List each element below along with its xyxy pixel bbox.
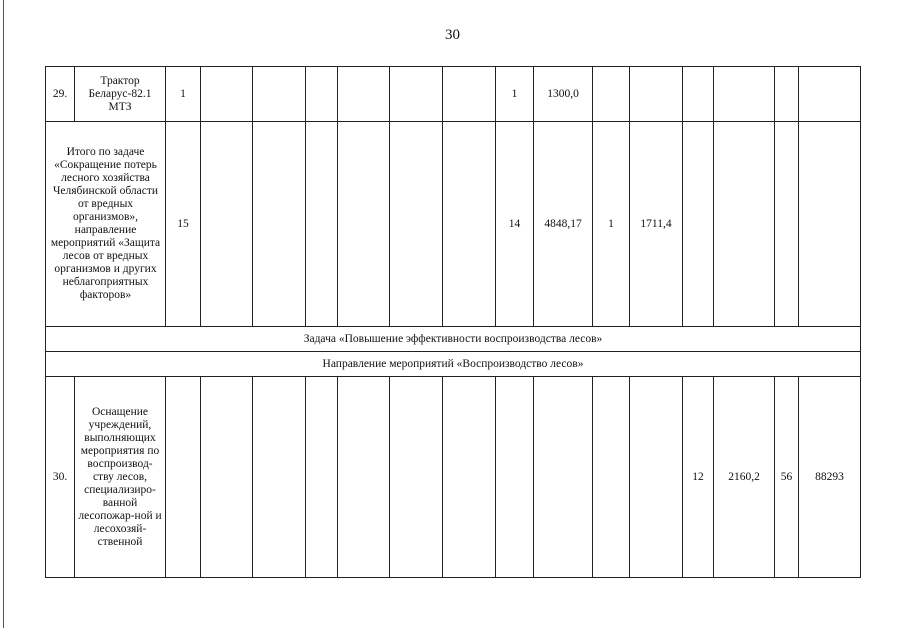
value-cell [166,377,201,578]
value-cell: 12 [683,377,714,578]
value-cell [714,122,775,327]
value-cell [630,67,683,122]
value-cell [390,67,443,122]
value-cell [443,122,496,327]
value-cell [775,122,799,327]
value-cell [775,67,799,122]
value-cell [593,377,630,578]
value-cell: 1 [166,67,201,122]
value-cell: 1 [593,122,630,327]
value-cell [253,377,306,578]
row-name-cell: Трактор Беларус-82.1 МТЗ [75,67,166,122]
task-heading: Задача «Повышение эффективности воспроизводства лесов» [46,327,861,352]
total-name-cell: Итого по задаче «Сокращение потерь лесного хозяйства Челябинской области от вредных организмов», направление мероприятий «Защита лесов от вредных организмов и других неблагоприятных факторов» [46,122,166,327]
value-cell [799,67,861,122]
value-cell: 1711,4 [630,122,683,327]
value-cell [443,377,496,578]
value-cell: 56 [775,377,799,578]
value-cell: 15 [166,122,201,327]
value-cell [714,67,775,122]
value-cell: 1 [496,67,534,122]
page-number: 30 [445,27,460,43]
value-cell: 14 [496,122,534,327]
value-cell [443,67,496,122]
value-cell [390,122,443,327]
value-cell: 4848,17 [534,122,593,327]
row-number-cell: 30. [46,377,75,578]
table-row-direction-heading [46,352,861,377]
value-cell [338,122,390,327]
value-cell [630,377,683,578]
row-number-cell: 29. [46,67,75,122]
row-name-cell: Оснащение учреждений, выполняющих мероприятия по воспроизвод-ству лесов, специализиро-ванной лесопожар-ной и лесохозяй-ственной [75,377,166,578]
value-cell [201,67,253,122]
value-cell [683,67,714,122]
data-table [45,66,861,578]
direction-heading: Направление мероприятий «Воспроизводство лесов» [46,352,861,377]
value-cell [390,377,443,578]
value-cell: 2160,2 [714,377,775,578]
value-cell [496,377,534,578]
value-cell [593,67,630,122]
value-cell [338,377,390,578]
value-cell [253,67,306,122]
value-cell [201,122,253,327]
value-cell [534,377,593,578]
table-row [46,67,861,122]
value-cell: 1300,0 [534,67,593,122]
page-left-rule [3,0,4,628]
value-cell [799,122,861,327]
table-row [46,377,861,578]
table-row-total [46,122,861,327]
value-cell [306,67,338,122]
value-cell [338,67,390,122]
value-cell: 88293 [799,377,861,578]
value-cell [201,377,253,578]
value-cell [253,122,306,327]
value-cell [306,377,338,578]
table-row-task-heading [46,327,861,352]
value-cell [306,122,338,327]
value-cell [683,122,714,327]
